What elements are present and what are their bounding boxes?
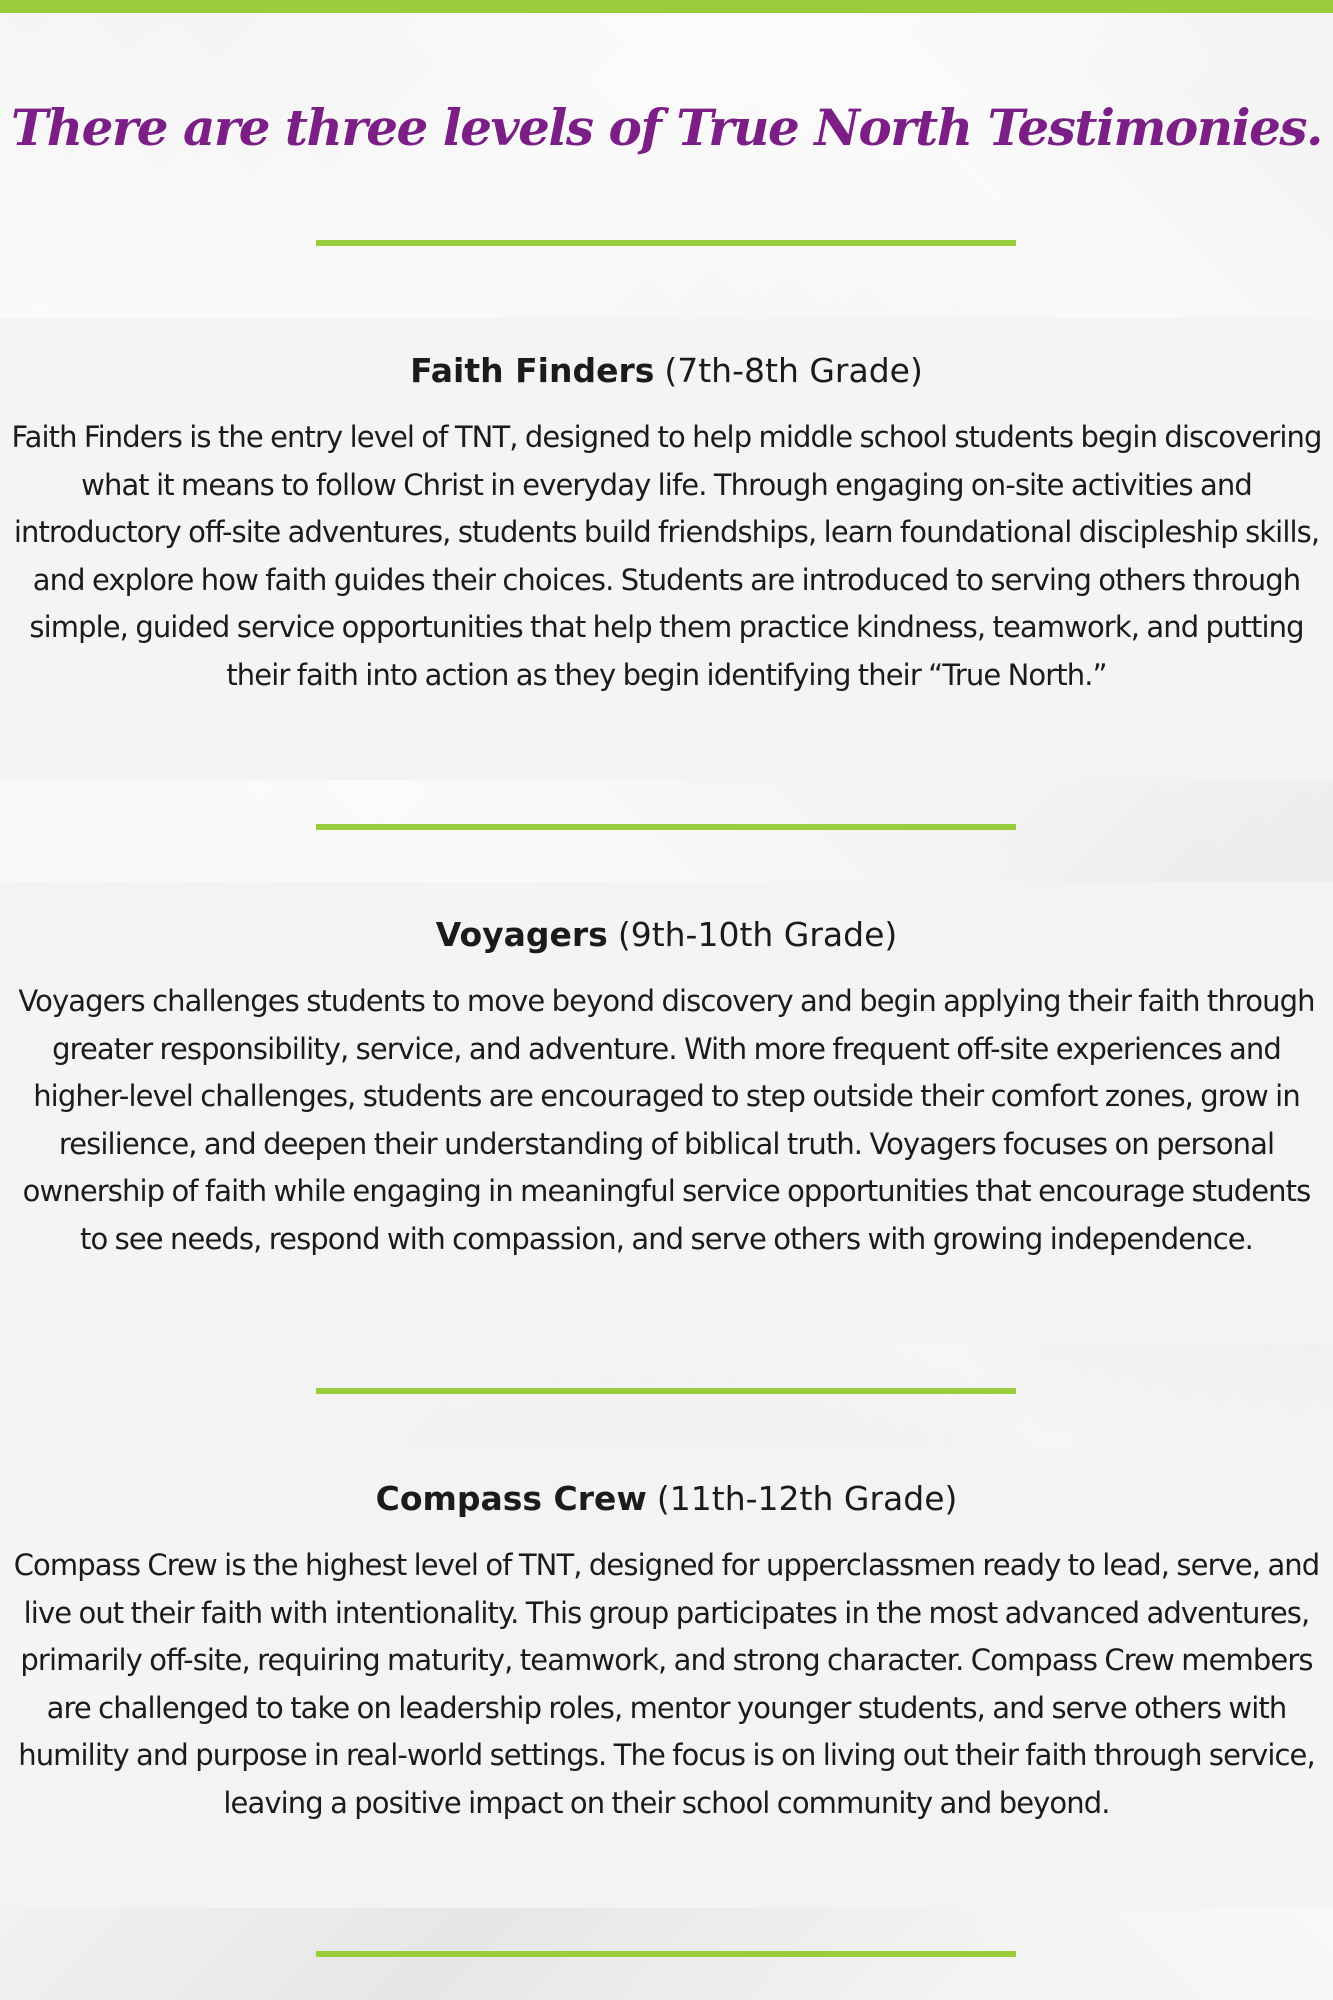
- level-card-faith-finders: [0, 318, 1333, 780]
- page-title: There are three levels of True North Testimonies.: [11, 98, 1322, 157]
- section-divider: [316, 1951, 1016, 1957]
- level-description: Faith Finders is the entry level of TNT, designed to help middle school students begin discovering what it means to follow Christ in everyday life. Through engaging on-site activities and introductory off-site adventures, students build friendships, learn foundational discipleship skills, and explore how faith guides their choices. Students are introduced to serving others through simple, guided service opportunities that help them practice kindness, teamwork, and putting their faith into action as they begin identifying their “True North.”: [11, 420, 1322, 692]
- level-grade: (7th-8th Grade): [664, 351, 923, 390]
- level-description: Compass Crew is the highest level of TNT, designed for upperclassmen ready to lead, serve, and live out their faith with intentionality. This group participates in the most advanced adventures, primarily off-site, requiring maturity, teamwork, and strong character. Compass Crew members are challenged to take on leadership roles, mentor younger students, and serve others with humility and purpose in real-world settings. The focus is on living out their faith through service, leaving a positive impact on their school community and beyond.: [13, 1548, 1320, 1820]
- level-heading: [0, 910, 1333, 960]
- level-description: Voyagers challenges students to move beyond discovery and begin applying their faith through greater responsibility, service, and adventure. With more frequent off-site experiences and higher-level challenges, students are encouraged to step outside their comfort zones, grow in resilience, and deepen their understanding of biblical truth. Voyagers focuses on personal ownership of faith while engaging in meaningful service opportunities that encourage students to see needs, respond with compassion, and serve others with growing independence.: [18, 984, 1315, 1256]
- level-name: Faith Finders: [410, 351, 655, 390]
- level-grade: (9th-10th Grade): [617, 915, 898, 954]
- level-grade: (11th-12th Grade): [656, 1479, 958, 1518]
- level-card-compass-crew: [0, 1446, 1333, 1908]
- level-card-voyagers: [0, 882, 1333, 1344]
- section-divider: [316, 1388, 1016, 1394]
- section-divider: [316, 824, 1016, 830]
- level-name: Voyagers: [435, 915, 608, 954]
- top-accent-bar: [0, 0, 1333, 13]
- level-name: Compass Crew: [375, 1479, 647, 1518]
- level-heading: [0, 1474, 1333, 1524]
- level-heading: [0, 346, 1333, 396]
- section-divider: [316, 240, 1016, 246]
